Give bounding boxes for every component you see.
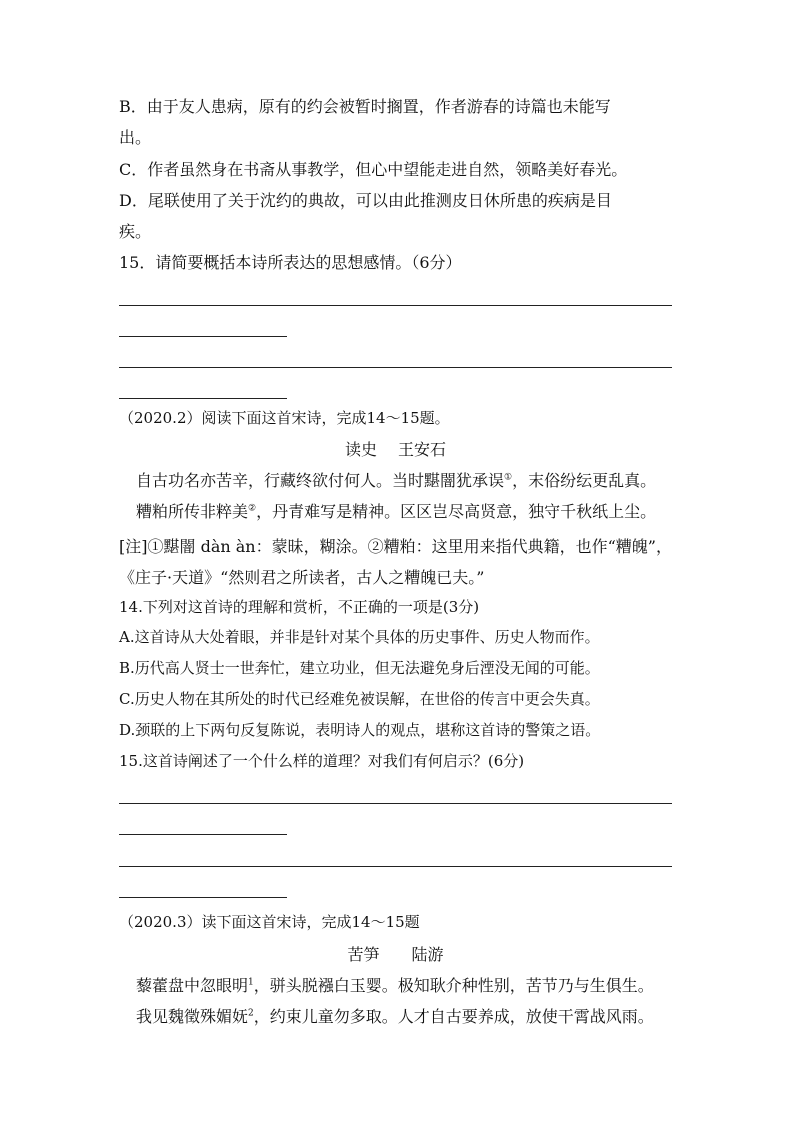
prev-option-d-line1: D．尾联使用了关于沈约的典故，可以由此推测皮日休所患的疾病是目	[119, 191, 612, 210]
answer-line	[119, 336, 287, 337]
footnote-mark: 2	[248, 1008, 254, 1019]
poem-note-line2: 《庄子·天道》“然则君之所读者，古人之糟魄已夫。”	[119, 568, 485, 587]
section-intro: （2020.3）读下面这首宋诗，完成14～15题	[119, 913, 420, 931]
poem-line: 藜藿盘中忽眼明$^1$，骈头脱襁白玉婴。极知耿介种性别，苦节乃与生俱生。	[136, 976, 654, 995]
poem-title: 苦笋 陆游	[347, 945, 444, 964]
option-b: B.历代高人贤士一世奔忙，建立功业，但无法避免身后湮没无闻的可能。	[119, 659, 600, 677]
answer-line	[119, 866, 672, 867]
prev-option-d-line2: 疾。	[119, 222, 152, 241]
answer-line	[119, 305, 672, 306]
poem-line: 我见魏徵殊媚妩$^2$，约束儿童勿多取。人才自古要养成，放使干霄战风雨。	[136, 1007, 654, 1026]
answer-line	[119, 834, 287, 835]
prev-question-15: 15．请简要概括本诗所表达的思想感情。（6分）	[119, 253, 462, 272]
poem-line: 糟粕所传非粹美②，丹青难写是精神。区区岂尽高贤意，独守千秋纸上尘。	[136, 502, 657, 521]
answer-line	[119, 803, 672, 804]
answer-line	[119, 367, 672, 368]
option-a: A.这首诗从大处着眼，并非是针对某个具体的历史事件、历史人物而作。	[119, 628, 600, 646]
answer-line	[119, 897, 287, 898]
section-intro: （2020.2）阅读下面这首宋诗，完成14～15题。	[119, 409, 450, 427]
prev-option-b-line2: 出。	[119, 128, 152, 147]
footnote-mark: ②	[248, 503, 257, 514]
answer-line	[119, 398, 287, 399]
poem-title: 读史 王安石	[344, 440, 447, 459]
option-d: D.颈联的上下两句反复陈说，表明诗人的观点，堪称这首诗的警策之语。	[119, 721, 601, 739]
footnote-mark: 1	[248, 977, 254, 988]
question-15: 15.这首诗阐述了一个什么样的道理？对我们有何启示？(6分)	[119, 752, 525, 770]
poem-note-line1: [注]①黮闇 dàn àn：蒙昧，糊涂。②糟粕：这里用来指代典籍，也作“糟魄”，	[119, 537, 672, 556]
prev-option-b-line1: B．由于友人患病，原有的约会被暂时搁置，作者游春的诗篇也未能写	[119, 97, 611, 116]
footnote-mark: ①	[504, 472, 513, 483]
poem-line: 自古功名亦苦辛，行藏终欲付何人。当时黮闇犹承误①，末俗纷纭更乱真。	[136, 471, 657, 490]
option-c: C.历史人物在其所处的时代已经难免被误解，在世俗的传言中更会失真。	[119, 690, 600, 708]
question-14: 14.下列对这首诗的理解和赏析，不正确的一项是(3分)	[119, 598, 480, 616]
prev-option-c: C．作者虽然身在书斋从事教学，但心中望能走进自然，领略美好春光。	[119, 160, 628, 179]
